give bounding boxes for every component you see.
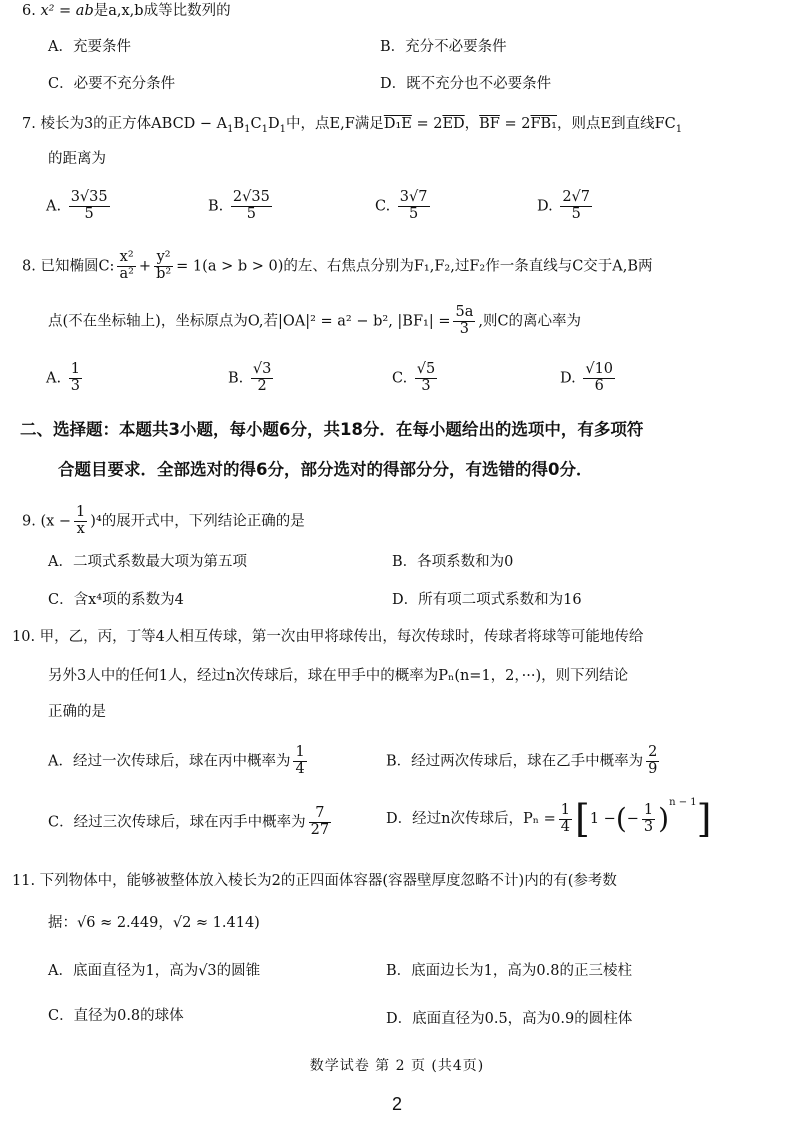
- q7-eq1: = 2: [411, 116, 443, 132]
- q10-option-d: [386, 797, 712, 841]
- q10-option-c: [48, 806, 334, 839]
- q10-opt-c-num: 7: [315, 805, 325, 821]
- q8-opt-d-den: 6: [583, 378, 615, 395]
- q8-opt-d-label: D.: [560, 370, 576, 387]
- q6-number: 6.: [22, 3, 36, 19]
- q7-opt-a-num: 3√35: [70, 189, 108, 205]
- q10-opt-a-text: A．经过一次传球后，球在丙中概率为: [48, 753, 291, 770]
- q10-opt-d-num: 1: [560, 801, 570, 818]
- q10-opt-d-right-bracket: ]: [696, 797, 712, 841]
- q8-opt-c-num: √5: [416, 361, 436, 377]
- q8-opt-c-label: C.: [392, 370, 408, 387]
- q7-stem-line2: 的距离为: [48, 151, 106, 167]
- q7-opt-d-den: 5: [560, 206, 592, 223]
- q7-opt-b-den: 5: [231, 206, 272, 223]
- q6-text: 是a,x,b成等比数列的: [93, 3, 231, 19]
- q7-vector-d1e: D₁E: [383, 116, 412, 132]
- q10-opt-d-text: D．经过n次传球后，Pₙ =: [386, 811, 556, 827]
- q11-option-a: A．底面直径为1，高为√3的圆锥: [48, 963, 261, 979]
- q7-opt-d-num: 2√7: [562, 189, 591, 205]
- q8-frac1-den: a²: [119, 265, 134, 282]
- q7-opt-a-label: A.: [46, 198, 62, 215]
- q8-text-a: 已知椭圆C:: [40, 258, 115, 275]
- q9-number: 9.: [22, 513, 36, 530]
- q10-opt-d-left-bracket: [: [575, 797, 590, 841]
- q8-option-c: [392, 362, 440, 395]
- q7-stem-line1: 7. 棱长为3的正方体ABCD − $A_1B_1C_1D_1$中，点E,F满足$D_1E = 2\overline{ED}$，$\overline{BF} = 2FB_1$，则点E到直线$FC_1$: [22, 116, 683, 135]
- q9-option-a: A．二项式系数最大项为第五项: [48, 554, 247, 570]
- q8-frac2-den: b²: [156, 265, 172, 282]
- q7-number: 7.: [22, 116, 36, 132]
- q7-vector-fb1: FB₁: [530, 116, 557, 132]
- section2-heading-line2: 合题目要求．全部选对的得6分，部分选对的得部分分，有选错的得0分．: [58, 460, 593, 479]
- q7-eq2: = 2: [499, 116, 531, 132]
- q8-option-b: [228, 362, 276, 395]
- q8-opt-a-label: A.: [46, 370, 62, 387]
- q10-line1: 甲，乙，丙，丁等4人相互传球，第一次由甲将球传出，每次传球时，传球者将球等可能地传给: [39, 629, 644, 645]
- q10-option-a: [48, 745, 310, 778]
- q10-opt-c-den: 27: [310, 821, 330, 838]
- q6-option-a: A．充要条件: [48, 39, 131, 55]
- q10-opt-d-right-paren: ): [658, 802, 670, 835]
- q6-stem: [22, 2, 231, 20]
- q7-opt-c-num: 3√7: [399, 189, 428, 205]
- page-footer-title: 数学试卷 第 2 页 (共4页): [309, 1058, 485, 1074]
- q9-stem: [22, 505, 305, 538]
- q8-frac3-num: 5a: [455, 304, 474, 320]
- q8-opt-d-num: √10: [585, 361, 614, 377]
- q10-opt-c-text: C．经过三次传球后，球在丙手中概率为: [48, 814, 306, 831]
- q10-option-b: [386, 745, 662, 778]
- q10-stem-line3: 正确的是: [48, 704, 106, 720]
- q10-opt-d-exponent: n − 1: [669, 797, 697, 809]
- page-number: 2: [391, 1094, 402, 1114]
- q11-stem-line1: [12, 872, 617, 890]
- q6-option-b: B．充分不必要条件: [380, 39, 507, 55]
- q10-opt-b-text: B．经过两次传球后，球在乙手中概率为: [386, 753, 644, 770]
- q11-option-b: B．底面边长为1，高为0.8的正三棱柱: [386, 963, 632, 979]
- q9-frac-num: 1: [76, 504, 86, 520]
- q7-vector-ed: $\overline{ED}$: [442, 116, 465, 132]
- q10-opt-d-inner-minus: −: [626, 811, 639, 827]
- q11-line1: 下列物体中，能够被整体放入棱长为2的正四面体容器(容器壁厚度忽略不计)内的有(参考数: [39, 873, 617, 889]
- q8-opt-b-den: 2: [251, 378, 273, 395]
- q7-opt-b-label: B.: [208, 198, 224, 215]
- q10-opt-d-den: 4: [560, 818, 570, 835]
- q8-text-c: 点(不在坐标轴上)，坐标原点为O,若|OA|² = a² − b², |BF₁| =: [48, 313, 451, 330]
- q6-math: x² = ab: [40, 3, 94, 19]
- q7-opt-c-label: C.: [375, 198, 391, 215]
- q8-plus: +: [138, 258, 152, 275]
- q7-opt-a-den: 5: [69, 206, 110, 223]
- q7-option-d: [537, 190, 595, 223]
- q9-option-b: B．各项系数和为0: [392, 554, 514, 570]
- q8-number: 8.: [22, 258, 36, 275]
- q11-stem-line2: 据：√6 ≈ 2.449，√2 ≈ 1.414): [48, 915, 260, 931]
- section2-heading-line1: 二、选择题：本题共3小题，每小题6分，共18分．在每小题给出的选项中，有多项符: [20, 420, 644, 439]
- q10-opt-d-inner-den: 3: [643, 818, 654, 835]
- q8-option-a: [46, 362, 85, 395]
- q9-open: (x −: [40, 513, 72, 530]
- q9-frac-den: x: [74, 521, 87, 538]
- q8-stem-line2: [48, 305, 581, 338]
- q7-text-b: 中，点E,F满足: [286, 116, 384, 132]
- q6-option-c: C．必要不充分条件: [48, 76, 176, 92]
- q7-text-c: ，则点E到直线FC: [557, 116, 676, 132]
- q7-text-a: 棱长为3的正方体ABCD − A: [40, 116, 228, 132]
- q8-opt-a-den: 3: [70, 377, 80, 394]
- q6-option-d: D．既不充分也不必要条件: [380, 76, 552, 92]
- q11-option-d: D．底面直径为0.5，高为0.9的圆柱体: [386, 1011, 633, 1027]
- q10-opt-a-den: 4: [295, 760, 305, 777]
- q7-opt-b-num: 2√35: [232, 189, 270, 205]
- q7-option-b: [208, 190, 275, 223]
- q7-vector-bf: $\overline{BF}$: [479, 116, 500, 132]
- q7-option-c: [375, 190, 433, 223]
- q11-option-c: C．直径为0.8的球体: [48, 1008, 184, 1024]
- q8-text-b: = 1(a > b > 0)的左、右焦点分别为F₁,F₂,过F₂作一条直线与C交于A,B两: [176, 258, 653, 275]
- q8-stem-line1: [22, 250, 653, 283]
- q9-option-d: D．所有项二项式系数和为16: [392, 592, 582, 608]
- q11-number: 11.: [12, 873, 36, 889]
- q10-opt-d-inner-a: 1 −: [589, 811, 616, 827]
- q9-close: )⁴的展开式中，下列结论正确的是: [90, 513, 305, 530]
- q7-sep: ，: [464, 116, 480, 132]
- q8-opt-a-num: 1: [70, 361, 80, 377]
- q9-option-c: C．含x⁴项的系数为4: [48, 592, 184, 608]
- q10-opt-b-den: 9: [648, 760, 658, 777]
- q10-number: 10.: [12, 629, 36, 645]
- q7-opt-c-den: 5: [398, 206, 430, 223]
- q7-option-a: [46, 190, 113, 223]
- q10-stem-line2: 另外3人中的任何1人，经过n次传球后，球在甲手中的概率为Pₙ(n=1，2，···)，则下列结论: [48, 668, 629, 684]
- q8-frac1-num: x²: [119, 249, 134, 265]
- q8-text-d: ,则C的离心率为: [478, 313, 582, 330]
- q8-opt-c-den: 3: [415, 378, 437, 395]
- q10-opt-d-left-paren: (: [615, 802, 627, 835]
- q10-opt-a-num: 1: [295, 744, 305, 760]
- q10-stem-line1: [12, 628, 643, 646]
- q8-frac3-den: 3: [453, 321, 475, 338]
- q10-opt-b-num: 2: [648, 744, 658, 760]
- q8-option-d: [560, 362, 618, 395]
- q7-opt-d-label: D.: [537, 198, 553, 215]
- q8-opt-b-num: √3: [252, 361, 272, 377]
- q10-opt-d-inner-num: 1: [643, 801, 654, 818]
- q8-frac2-num: y²: [156, 249, 171, 265]
- q8-opt-b-label: B.: [228, 370, 244, 387]
